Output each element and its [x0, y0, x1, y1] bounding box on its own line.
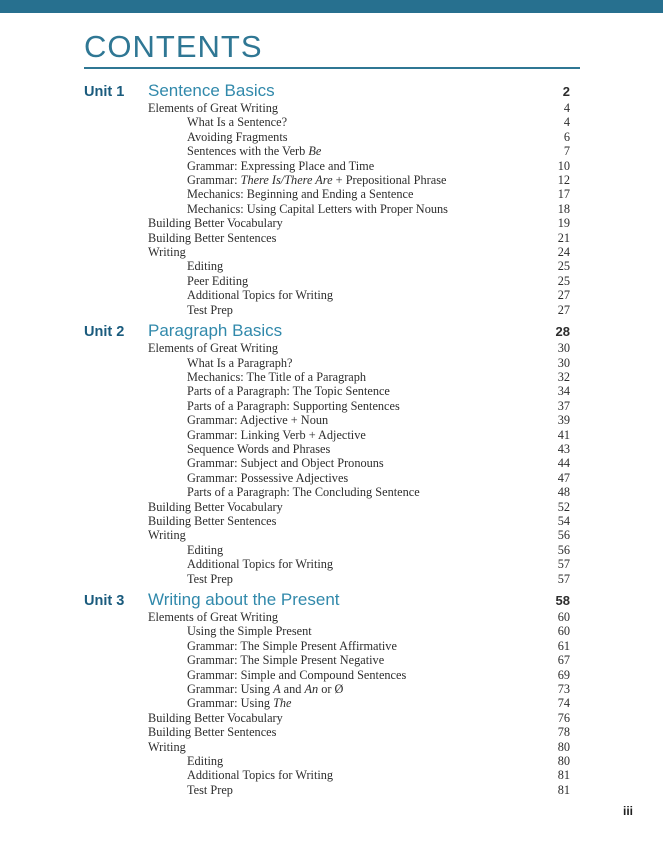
toc-entry-page-number: 78 — [557, 725, 570, 740]
toc-entry-text-segment: Grammar: Using — [187, 682, 274, 697]
toc-entry-title — [84, 624, 558, 638]
toc-entry-title — [84, 725, 558, 739]
toc-entry-text-segment: What Is a Paragraph? — [187, 355, 293, 370]
toc-entry-text-segment: Grammar: Linking Verb + Adjective — [187, 427, 366, 442]
toc-entry-italic-segment: An — [304, 682, 319, 697]
toc-entry-title — [84, 130, 564, 144]
toc-entry-title — [84, 610, 558, 624]
toc-entry-page-number: 37 — [557, 398, 570, 413]
toc-entry-text-segment: or Ø — [318, 682, 344, 697]
toc-entry-title — [84, 231, 558, 245]
toc-entry-italic-segment: The — [273, 696, 292, 711]
toc-entry-text-segment: Grammar: Possessive Adjectives — [187, 470, 349, 485]
toc-entry-text-segment: Sequence Words and Phrases — [187, 441, 331, 456]
page-folio-number: iii — [622, 804, 633, 818]
toc-entry-page-number: 56 — [557, 542, 570, 557]
toc-entry-text-segment: Test Prep — [187, 782, 233, 797]
toc-entry-title — [84, 557, 558, 571]
toc-entry-page-number: 80 — [557, 739, 570, 754]
toc-entry-text-segment: Building Better Sentences — [148, 725, 277, 740]
toc-entry-page-number: 32 — [557, 369, 570, 384]
toc-entry — [84, 288, 580, 302]
toc-entry-text-segment: Grammar: Adjective + Noun — [187, 413, 329, 428]
toc-entry-page-number: 7 — [563, 144, 570, 159]
unit-label: Unit 1 — [84, 84, 125, 100]
toc-entry-title — [84, 711, 558, 725]
toc-entry-page-number: 25 — [557, 259, 570, 274]
toc-entry — [84, 557, 580, 571]
toc-entry — [84, 384, 580, 398]
toc-entry-page-number: 57 — [557, 571, 570, 586]
toc-entry-text-segment: Editing — [187, 754, 224, 769]
toc-entry-text-segment: + Prepositional Phrase — [332, 173, 447, 188]
toc-entry — [84, 500, 580, 514]
toc-entry — [84, 543, 580, 557]
toc-entry-text-segment: Parts of a Paragraph: The Concluding Sentence — [187, 485, 420, 500]
unit-title: Writing about the Present — [148, 590, 340, 609]
toc-entry-text-segment: Writing — [148, 528, 186, 543]
toc-entry-page-number: 44 — [557, 456, 570, 471]
toc-entry — [84, 682, 580, 696]
toc-entry — [84, 274, 580, 288]
toc-entry — [84, 202, 580, 216]
toc-entry-title — [84, 572, 558, 586]
toc-entry-page-number: 57 — [557, 557, 570, 572]
toc-entry-page-number: 69 — [557, 667, 570, 682]
toc-entry-page-number: 74 — [557, 696, 570, 711]
toc-entry — [84, 159, 580, 173]
toc-entry — [84, 303, 580, 317]
toc-entry-title — [84, 370, 558, 384]
toc-entry — [84, 370, 580, 384]
toc-entry-page-number: 18 — [557, 201, 570, 216]
toc-entry — [84, 653, 580, 667]
toc-entry-page-number: 41 — [557, 427, 570, 442]
toc-entry-text-segment: Building Better Sentences — [148, 513, 277, 528]
unit-label: Unit 2 — [84, 324, 125, 341]
toc-entry-page-number: 30 — [557, 355, 570, 370]
toc-units — [84, 82, 580, 797]
toc-entry-title — [84, 413, 558, 427]
unit-title: Paragraph Basics — [148, 321, 283, 341]
toc-entry-text-segment: Mechanics: The Title of a Paragraph — [187, 369, 367, 384]
unit-heading — [84, 591, 580, 610]
unit-page-number: 58 — [555, 593, 570, 608]
toc-entry-text-segment: Grammar: Simple and Compound Sentences — [187, 667, 407, 682]
toc-entry-page-number: 81 — [557, 768, 570, 783]
toc-entry-title — [84, 173, 558, 187]
toc-entry — [84, 711, 580, 725]
toc-entry — [84, 456, 580, 470]
toc-entry-text-segment: Editing — [187, 542, 224, 557]
toc-entry — [84, 442, 580, 456]
toc-entry-page-number: 10 — [557, 158, 570, 173]
toc-entry-text-segment: Editing — [187, 259, 224, 274]
toc-entry-text-segment: Grammar: — [187, 173, 241, 188]
toc-entry-page-number: 54 — [557, 513, 570, 528]
toc-entry — [84, 696, 580, 710]
toc-entry-text-segment: Parts of a Paragraph: The Topic Sentence — [187, 384, 390, 399]
toc-entry-page-number: 76 — [557, 710, 570, 725]
toc-entry-title — [84, 101, 564, 115]
toc-entry-title — [84, 341, 558, 355]
toc-entry-text-segment: Additional Topics for Writing — [187, 557, 334, 572]
toc-entry-page-number: 52 — [557, 499, 570, 514]
toc-entry-text-segment: Additional Topics for Writing — [187, 288, 334, 303]
title-divider — [84, 67, 580, 69]
unit-page-number: 28 — [555, 324, 570, 340]
toc-entry-title — [84, 187, 558, 201]
toc-entry — [84, 514, 580, 528]
toc-entry-page-number: 4 — [563, 101, 570, 115]
toc-entry-text-segment: Using the Simple Present — [187, 624, 312, 639]
toc-entry-page-number: 61 — [557, 638, 570, 653]
toc-entry-page-number: 43 — [557, 441, 570, 456]
toc-entry-italic-segment: A — [273, 682, 281, 697]
toc-entry-page-number: 56 — [557, 528, 570, 543]
toc-entry-text-segment: Grammar: The Simple Present Affirmative — [187, 638, 397, 653]
toc-entry-text-segment: Building Better Vocabulary — [148, 710, 283, 725]
toc-entry — [84, 639, 580, 653]
toc-entry-title — [84, 245, 558, 259]
toc-entry — [84, 115, 580, 129]
toc-entry — [84, 259, 580, 273]
unit-title: Sentence Basics — [148, 81, 275, 100]
toc-entry — [84, 187, 580, 201]
toc-entry-text-segment: Building Better Sentences — [148, 230, 277, 245]
toc-entry-title — [84, 428, 558, 442]
toc-entry-text-segment: and — [280, 682, 305, 697]
toc-entry-title — [84, 639, 558, 653]
toc-entry-title — [84, 485, 558, 499]
toc-entry-title — [84, 115, 564, 129]
unit-section — [84, 591, 580, 797]
toc-entry-text-segment: Grammar: The Simple Present Negative — [187, 653, 385, 668]
unit-section — [84, 322, 580, 586]
toc-entry — [84, 740, 580, 754]
toc-entry-text-segment: Avoiding Fragments — [187, 129, 288, 144]
toc-entry-page-number: 47 — [557, 470, 570, 485]
toc-entry-page-number: 81 — [557, 782, 570, 797]
toc-entry-text-segment: Additional Topics for Writing — [187, 768, 334, 783]
toc-entry-italic-segment: There Is/There Are — [240, 173, 333, 188]
toc-entry-page-number: 6 — [563, 129, 570, 144]
toc-entry-title — [84, 159, 558, 173]
toc-entry-title — [84, 514, 558, 528]
unit-section — [84, 82, 580, 317]
unit-heading — [84, 322, 580, 341]
toc-entry-text-segment: Writing — [148, 245, 186, 260]
toc-entry-page-number: 80 — [557, 754, 570, 769]
toc-entry-text-segment: Peer Editing — [187, 273, 249, 288]
toc-entry-text-segment: Test Prep — [187, 302, 233, 317]
toc-entry-text-segment: What Is a Sentence? — [187, 115, 288, 130]
page-top-accent-bar — [0, 0, 663, 13]
toc-entry-text-segment: Elements of Great Writing — [148, 101, 279, 115]
toc-entry-title — [84, 274, 558, 288]
toc-entry-text-segment: Grammar: Using — [187, 696, 274, 711]
toc-entry-text-segment: Mechanics: Using Capital Letters with Proper Nouns — [187, 201, 448, 216]
toc-entry — [84, 428, 580, 442]
toc-entry-page-number: 24 — [557, 245, 570, 260]
toc-entry — [84, 231, 580, 245]
toc-entry-text-segment: Test Prep — [187, 571, 233, 586]
toc-entry-page-number: 17 — [557, 187, 570, 202]
toc-entry-text-segment: Elements of Great Writing — [148, 341, 279, 356]
toc-entry-title — [84, 754, 558, 768]
toc-entry-title — [84, 288, 558, 302]
toc-entry — [84, 783, 580, 797]
toc-entry-page-number: 73 — [557, 682, 570, 697]
toc-entry-title — [84, 384, 558, 398]
toc-entry — [84, 624, 580, 638]
toc-entry-title — [84, 259, 558, 273]
toc-entry-title — [84, 740, 558, 754]
toc-entry — [84, 399, 580, 413]
toc-entry-page-number: 60 — [557, 624, 570, 639]
toc-entry-text-segment: Grammar: Subject and Object Pronouns — [187, 456, 384, 471]
toc-entry-title — [84, 202, 558, 216]
toc-entry-page-number: 4 — [563, 115, 570, 130]
toc-entry-title — [84, 456, 558, 470]
toc-entry — [84, 101, 580, 115]
toc-entry-page-number: 48 — [557, 485, 570, 500]
toc-entry-text-segment: Elements of Great Writing — [148, 610, 279, 624]
toc-entry-title — [84, 768, 558, 782]
toc-entry-title — [84, 653, 558, 667]
unit-heading — [84, 82, 580, 101]
toc-entry — [84, 572, 580, 586]
toc-entry-text-segment: Writing — [148, 739, 186, 754]
toc-entry-title — [84, 144, 564, 158]
toc-entry-title — [84, 783, 558, 797]
toc-entry-page-number: 27 — [557, 302, 570, 317]
toc-entry-page-number: 25 — [557, 273, 570, 288]
toc-entry-title — [84, 682, 558, 696]
toc-entry-title — [84, 471, 558, 485]
toc-entry — [84, 725, 580, 739]
toc-entry-page-number: 19 — [557, 216, 570, 231]
toc-entry — [84, 754, 580, 768]
unit-page-number: 2 — [562, 84, 570, 99]
toc-entry-title — [84, 696, 558, 710]
toc-entry-title — [84, 303, 558, 317]
page-title: CONTENTS — [84, 29, 263, 64]
toc-entry-page-number: 60 — [557, 610, 570, 624]
toc-entry-title — [84, 216, 558, 230]
toc-entry — [84, 413, 580, 427]
toc-entry-text-segment: Grammar: Expressing Place and Time — [187, 158, 375, 173]
unit-label: Unit 3 — [84, 593, 125, 609]
toc-entry-page-number: 27 — [557, 288, 570, 303]
toc-entry-text-segment: Sentences with the Verb — [187, 144, 309, 159]
toc-entry-text-segment: Mechanics: Beginning and Ending a Sentence — [187, 187, 414, 202]
toc-entry-italic-segment: Be — [308, 144, 322, 159]
toc-entry-page-number: 67 — [557, 653, 570, 668]
toc-entry-text-segment: Building Better Vocabulary — [148, 499, 283, 514]
toc-entry-title — [84, 442, 558, 456]
toc-entry — [84, 610, 580, 624]
toc-entry — [84, 356, 580, 370]
toc-entry — [84, 216, 580, 230]
toc-entry-page-number: 30 — [557, 341, 570, 356]
toc-entry-page-number: 34 — [557, 384, 570, 399]
toc-entry-text-segment: Parts of a Paragraph: Supporting Sentences — [187, 398, 400, 413]
contents-body — [84, 13, 580, 797]
toc-entry — [84, 485, 580, 499]
toc-entry — [84, 341, 580, 355]
toc-entry-title — [84, 543, 558, 557]
toc-entry-title — [84, 500, 558, 514]
toc-entry-page-number: 21 — [557, 230, 570, 245]
toc-entry-title — [84, 528, 558, 542]
toc-entry — [84, 130, 580, 144]
toc-entry-title — [84, 668, 558, 682]
toc-entry-title — [84, 399, 558, 413]
toc-entry-title — [84, 356, 558, 370]
toc-entry — [84, 173, 580, 187]
toc-entry — [84, 768, 580, 782]
toc-entry — [84, 528, 580, 542]
toc-entry — [84, 668, 580, 682]
toc-entry-text-segment: Building Better Vocabulary — [148, 216, 283, 231]
toc-entry — [84, 144, 580, 158]
toc-entry-page-number: 12 — [557, 173, 570, 188]
toc-entry-page-number: 39 — [557, 413, 570, 428]
toc-entry — [84, 471, 580, 485]
toc-entry — [84, 245, 580, 259]
